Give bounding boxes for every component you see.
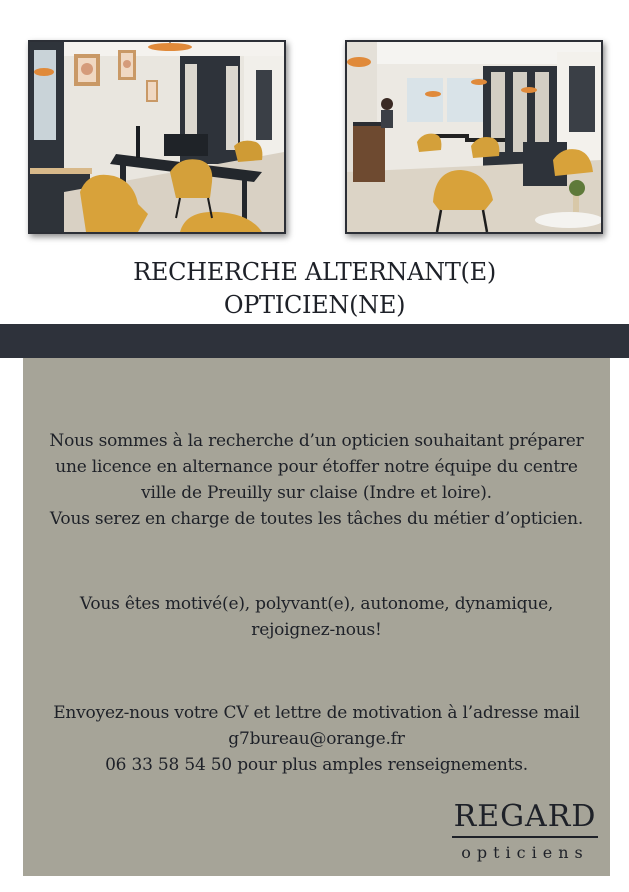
profile-line: rejoignez-nous! bbox=[251, 620, 382, 640]
brand-underline bbox=[452, 836, 598, 838]
store-interior-photo-right bbox=[345, 40, 603, 234]
store-interior-photo-left bbox=[28, 40, 286, 234]
headline-line-2: OPTICIEN(NE) bbox=[223, 291, 406, 319]
contact-phone: 06 33 58 54 50 pour plus amples renseignements. bbox=[105, 755, 528, 775]
contact-line: Envoyez-nous votre CV et lettre de motivation à l’adresse mail bbox=[53, 703, 580, 723]
job-description-paragraph bbox=[23, 428, 610, 532]
contact-paragraph bbox=[23, 700, 610, 778]
description-line: Nous sommes à la recherche d’un opticien souhaitant préparer bbox=[49, 431, 584, 451]
description-line: ville de Preuilly sur claise (Indre et loire). bbox=[141, 483, 492, 503]
brand-subtitle: opticiens bbox=[461, 843, 589, 862]
contact-email: g7bureau@orange.fr bbox=[228, 729, 405, 749]
dark-divider-band bbox=[0, 324, 629, 358]
profile-paragraph bbox=[23, 591, 610, 643]
headline-line-1: RECHERCHE ALTERNANT(E) bbox=[133, 258, 496, 286]
profile-line: Vous êtes motivé(e), polyvant(e), autonome, dynamique, bbox=[79, 594, 554, 614]
description-line: une licence en alternance pour étoffer notre équipe du centre bbox=[55, 457, 578, 477]
brand-logo bbox=[448, 800, 602, 862]
brand-name: REGARD bbox=[453, 799, 597, 834]
description-line: Vous serez en charge de toutes les tâches du métier d’opticien. bbox=[49, 509, 584, 529]
